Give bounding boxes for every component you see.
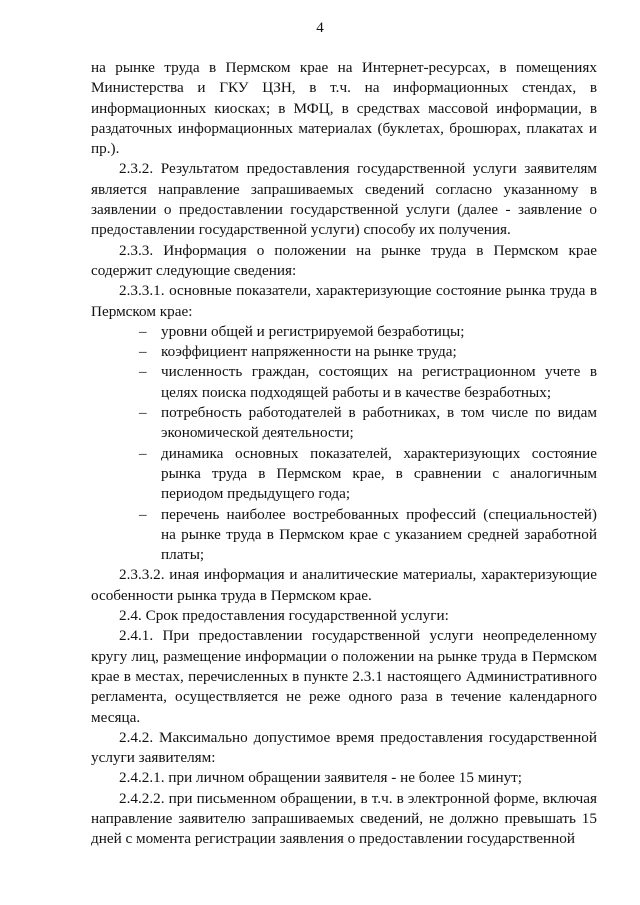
paragraph-2-4: 2.4. Срок предоставления государственной услуги: [119, 607, 449, 625]
document-body [91, 58, 597, 850]
paragraph-2-3-2: 2.3.2. Результатом предоставления государственной услуги заявителям является направление запрашиваемых сведений согласно указанному в заявлении о предоставлении государственной услуги (далее - заявление о предоставлении государственной услуги) способу их получения. [91, 160, 597, 239]
paragraph-2-4-1: 2.4.1. При предоставлении государственной услуги неопределенному кругу лиц, размещение информации о положении на рынке труда в Пермском крае в местах, перечисленных в пункте 2.3.1 настоящего Административного регламента, осуществляется не реже одного раза в течение календарного месяца. [91, 627, 597, 726]
list-item: – уровни общей и регистрируемой безработицы; [91, 322, 597, 342]
paragraph-2-3-3-1: 2.3.3.1. основные показатели, характеризующие состояние рынка труда в Пермском крае: [91, 282, 597, 320]
indicator-list [91, 322, 597, 566]
paragraph-2-4-2-2: 2.4.2.2. при письменном обращении, в т.ч. в электронной форме, включая направление заявителю запрашиваемых сведений, не должно превышать 15 дней с момента регистрации заявления о предоставлении государственной [91, 789, 597, 848]
page-number: 4 [316, 20, 324, 36]
list-item: – потребность работодателей в работниках, в том числе по видам экономической деятельности; [91, 403, 597, 444]
list-item: – коэффициент напряженности на рынке труда; [91, 342, 597, 362]
paragraph-2-3-3: 2.3.3. Информация о положении на рынке труда в Пермском крае содержит следующие сведения: [91, 241, 597, 279]
list-item: – перечень наиболее востребованных профессий (специальностей) на рынке труда в Пермском крае с указанием средней заработной платы; [91, 505, 597, 566]
paragraph-continuation: на рынке труда в Пермском крае на Интернет-ресурсах, в помещениях Министерства и ГКУ ЦЗН, в т.ч. на информационных стендах, в информационных киосках; в МФЦ, в средствах массовой информации, в раздаточных информационных материалах (буклетах, брошюрах, плакатах и пр.). [91, 59, 597, 158]
list-item: – численность граждан, состоящих на регистрационном учете в целях поиска подходящей работы и в качестве безработных; [91, 362, 597, 403]
paragraph-2-4-2: 2.4.2. Максимально допустимое время предоставления государственной услуги заявителям: [91, 728, 597, 767]
list-item: – динамика основных показателей, характеризующих состояние рынка труда в Пермском крае, в сравнении с аналогичным периодом предыдущего года; [91, 444, 597, 505]
paragraph-2-3-3-2: 2.3.3.2. иная информация и аналитические материалы, характеризующие особенности рынка труда в Пермском крае. [91, 566, 597, 604]
paragraph-2-4-2-1: 2.4.2.1. при личном обращении заявителя - не более 15 минут; [119, 769, 523, 787]
